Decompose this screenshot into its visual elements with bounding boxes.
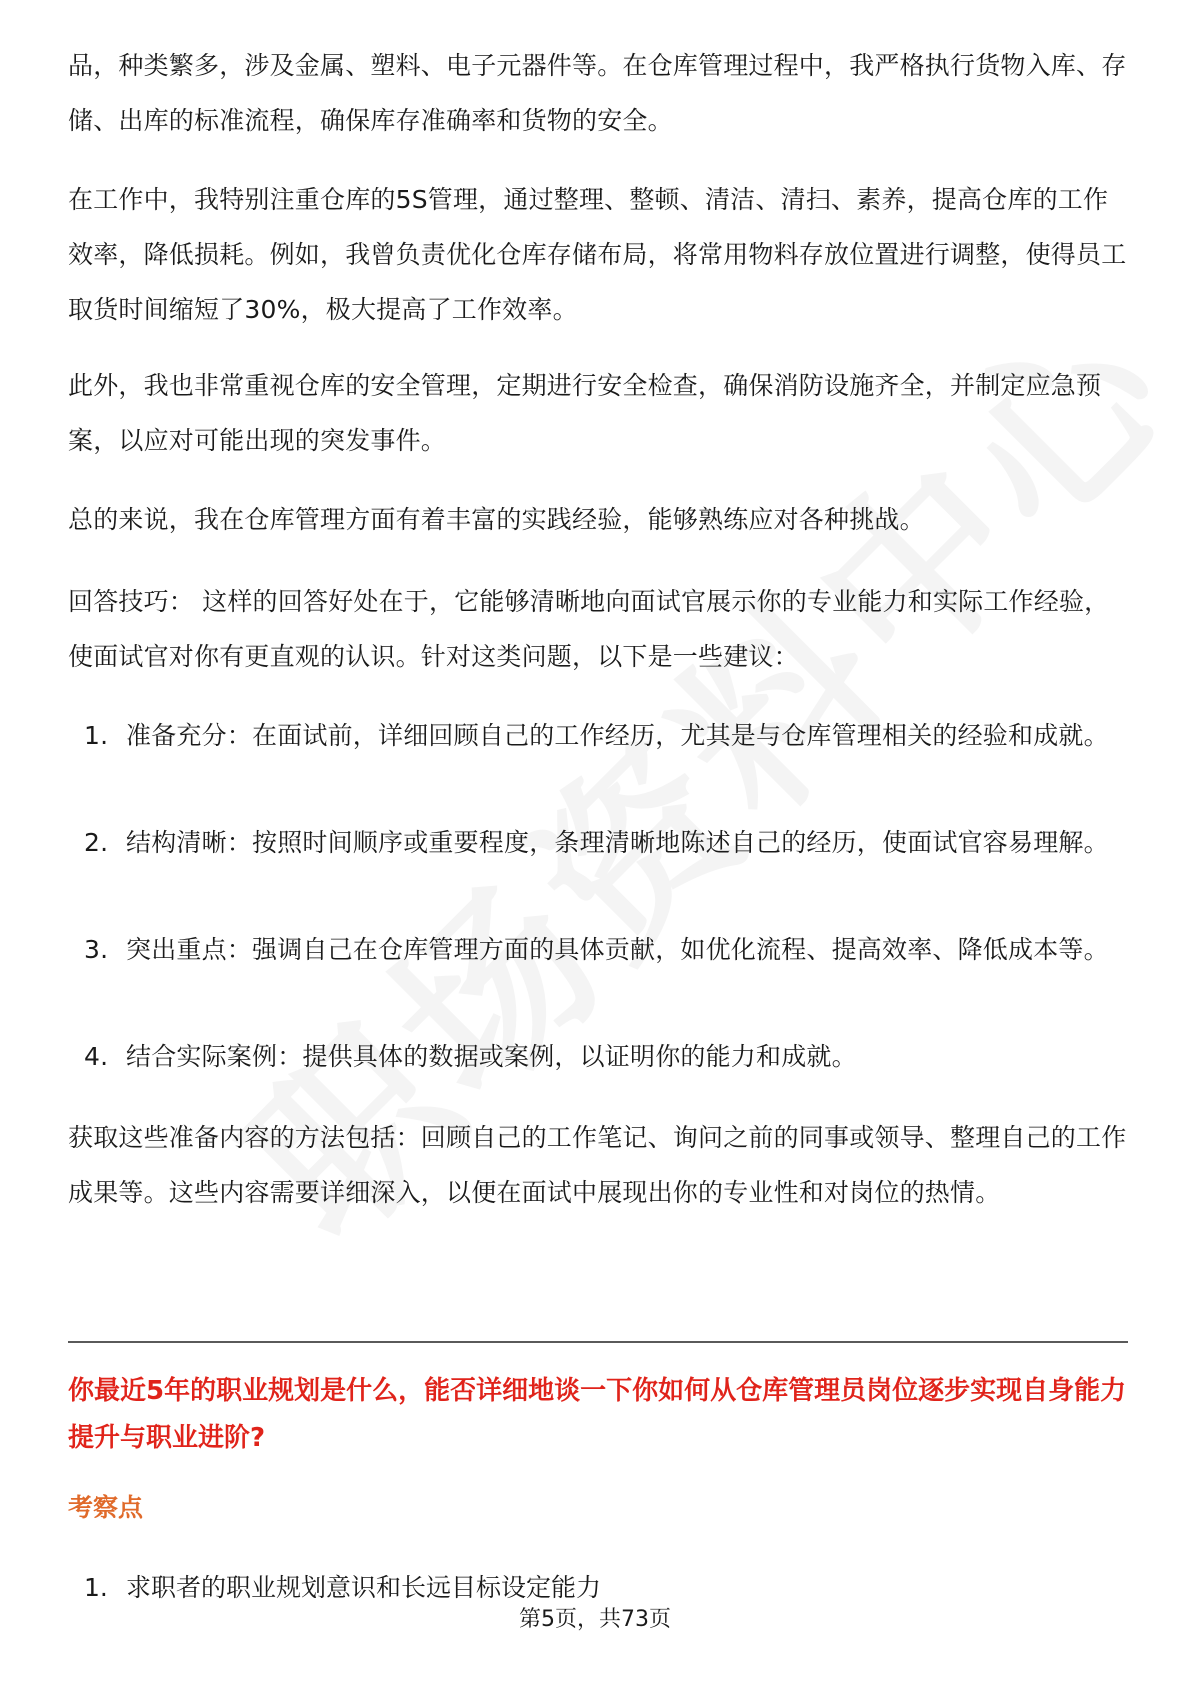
- list-text: 求职者的职业规划意识和长远目标设定能力: [126, 1573, 602, 1600]
- list-text: 准备充分：在面试前，详细回顾自己的工作经历，尤其是与仓库管理相关的经验和成就。: [126, 721, 1109, 750]
- page-footer: 第5页，共73页: [0, 1600, 1190, 1640]
- section-divider: [68, 1341, 1128, 1343]
- list-item: [68, 1570, 1128, 1600]
- list-number: 3.: [84, 935, 109, 964]
- list-number: 4.: [84, 1042, 109, 1071]
- paragraph-intro: 品，种类繁多，涉及金属、塑料、电子元器件等。在仓库管理过程中，我严格执行货物入库、存储、出库的标准流程，确保库存准确率和货物的安全。: [68, 51, 1127, 135]
- list-text: 结合实际案例：提供具体的数据或案例，以证明你的能力和成就。: [126, 1042, 857, 1071]
- focus-heading: 考察点: [68, 1493, 144, 1522]
- question-title: 你最近5年的职业规划是什么，能否详细地谈一下你如何从仓库管理员岗位逐步实现自身能力提升与职业进阶?: [68, 1376, 1127, 1453]
- list-number: 1.: [84, 1573, 108, 1600]
- list-number: 2.: [84, 828, 109, 857]
- list-number: 1.: [84, 721, 109, 750]
- paragraph-5s: 在工作中，我特别注重仓库的5S管理，通过整理、整顿、清洁、清扫、素养，提高仓库的工作效率，降低损耗。例如，我曾负责优化仓库存储布局，将常用物料存放位置进行调整，使得员工取货时间缩短了30%，极大提高了工作效率。: [68, 185, 1127, 324]
- list-text: 突出重点：强调自己在仓库管理方面的具体贡献，如优化流程、提高效率、降低成本等。: [126, 935, 1109, 964]
- paragraph-closing: 获取这些准备内容的方法包括：回顾自己的工作笔记、询问之前的同事或领导、整理自己的工作成果等。这些内容需要详细深入，以便在面试中展现出你的专业性和对岗位的热情。: [68, 1123, 1127, 1207]
- list-text: 结构清晰：按照时间顺序或重要程度，条理清晰地陈述自己的经历，使面试官容易理解。: [126, 828, 1109, 857]
- paragraph-tips-intro: 回答技巧： 这样的回答好处在于，它能够清晰地向面试官展示你的专业能力和实际工作经验，使面试官对你有更直观的认识。针对这类问题，以下是一些建议：: [68, 587, 1110, 671]
- document-page: [68, 0, 1128, 1684]
- paragraph-safety: 此外，我也非常重视仓库的安全管理，定期进行安全检查，确保消防设施齐全，并制定应急预案，以应对可能出现的突发事件。: [68, 371, 1102, 455]
- paragraph-summary: 总的来说，我在仓库管理方面有着丰富的实践经验，能够熟练应对各种挑战。: [68, 505, 925, 534]
